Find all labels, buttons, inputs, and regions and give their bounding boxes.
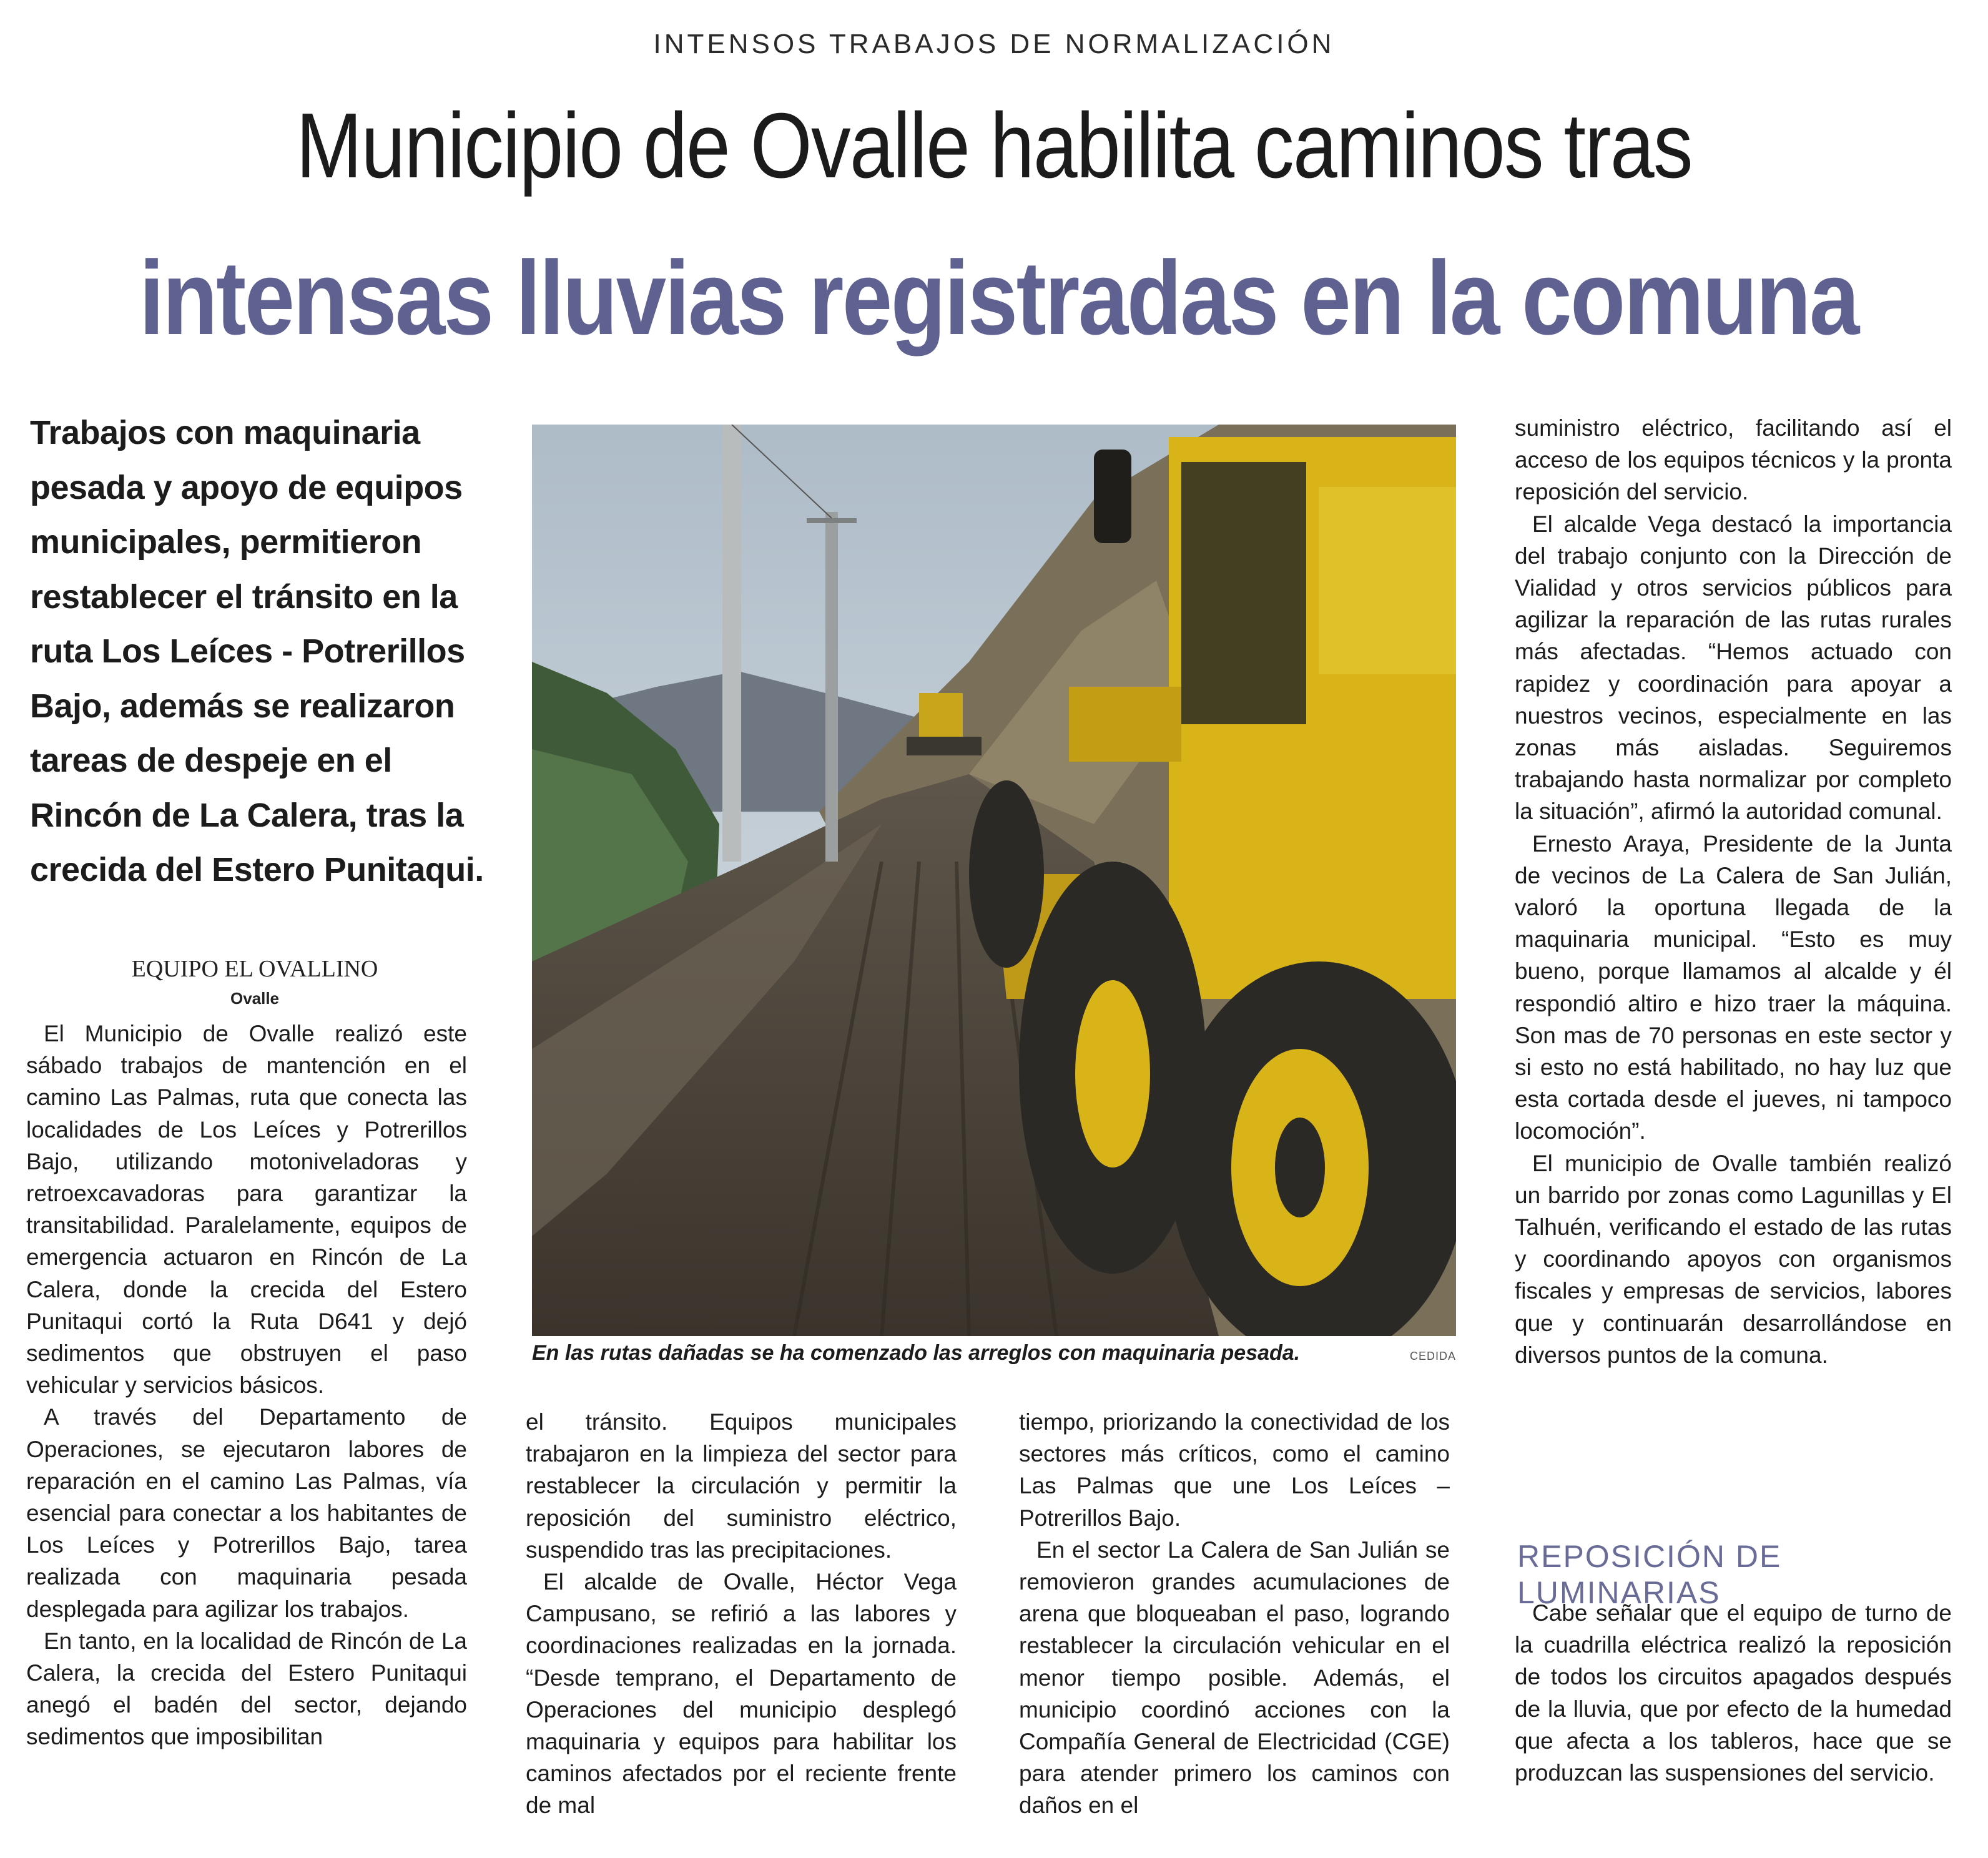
headline-line-2: intensas lluvias registradas en la comuna	[139, 239, 1858, 356]
photo-caption: En las rutas dañadas se ha comenzado las arreglos con maquinaria pesada.	[532, 1341, 1301, 1365]
grader-road-illustration	[532, 425, 1456, 1336]
body-paragraph: A través del Departamento de Operaciones, se ejecutaron labores de reparación en el camino Las Palmas, vía esencial para conectar a los habitantes de Los Leíces y Potrerillos Bajo, tarea realizada con maquinaria pesada desplegada para agilizar los trabajos.	[26, 1404, 467, 1622]
body-paragraph: suministro eléctrico, facilitando así el acceso de los equipos técnicos y la pronta reposición del servicio.	[1515, 415, 1952, 505]
kicker: INTENSOS TRABAJOS DE NORMALIZACIÓN	[653, 29, 1335, 59]
byline-place: Ovalle	[230, 989, 280, 1008]
body-column-2	[526, 1406, 957, 1822]
body-column-4b	[1515, 1597, 1952, 1789]
article-photo	[532, 425, 1456, 1336]
body-paragraph: El alcalde de Ovalle, Héctor Vega Campusano, se refirió a las labores y coordinaciones realizadas en la jornada. “Desde temprano, el Departamento de Operaciones del municipio desplegó maquinaria y equipos para habilitar los caminos afectados por el reciente frente de mal	[526, 1569, 957, 1819]
body-paragraph: En el sector La Calera de San Julián se removieron grandes acumulaciones de arena que bloqueaban el paso, logrando restablecer la circulación vehicular en el menor tiempo posible. Además, el municipio coordinó acciones con la Compañía General de Electricidad (CGE) para atender primero los caminos con daños en el	[1019, 1536, 1450, 1819]
byline-author: EQUIPO EL OVALLINO	[131, 956, 378, 982]
body-paragraph: El municipio de Ovalle también realizó un barrido por zonas como Lagunillas y El Talhuén, verificando el estado de las rutas y coordinando apoyos con organismos fiscales y empresas de servicios, labores que y continuarán desarrollándose en diversos puntos de la comuna.	[1515, 1150, 1952, 1368]
body-paragraph: En tanto, en la localidad de Rincón de La Calera, la crecida del Estero Punitaqui anegó el badén del sector, dejando sedimentos que imposibilitan	[26, 1628, 467, 1750]
photo-credit: CEDIDA	[1409, 1350, 1456, 1362]
body-paragraph: El alcalde Vega destacó la importancia del trabajo conjunto con la Dirección de Vialidad y otros servicios públicos para agilizar la reparación de las rutas rurales más afectadas. “Hemos actuado con rapidez y coordinación para apoyar a nuestros vecinos, especialmente en las zonas más aisladas. Seguiremos trabajando hasta normalizar por completo la situación”, afirmó la autoridad comunal.	[1515, 511, 1952, 825]
body-paragraph: tiempo, priorizando la conectividad de los sectores más críticos, como el camino Las Palmas que une Los Leíces – Potrerillos Bajo.	[1019, 1409, 1450, 1531]
body-paragraph: El Municipio de Ovalle realizó este sábado trabajos de mantención en el camino Las Palmas, ruta que conecta las localidades de Los Leíces y Potrerillos Bajo, utilizando motoniveladoras y retroexcavadoras para garantizar la transitabilidad. Paralelamente, equipos de emergencia actuaron en Rincón de La Calera, donde la crecida del Estero Punitaqui cortó la Ruta D641 y dejó sedimentos que obstruyen el paso vehicular y servicios básicos.	[26, 1021, 467, 1398]
body-column-4	[1515, 412, 1952, 1371]
body-column-3	[1019, 1406, 1450, 1822]
section-subhead: REPOSICIÓN DE LUMINARIAS	[1517, 1539, 1782, 1610]
body-paragraph: Cabe señalar que el equipo de turno de la cuadrilla eléctrica realizó la reposición de todos los circuitos apagados después de la lluvia, que por efecto de la humedad que afecta a los tableros, hace que se produzcan las suspensiones del servicio.	[1515, 1600, 1952, 1786]
headline-line-1: Municipio de Ovalle habilita caminos tras	[296, 94, 1692, 197]
body-paragraph: Ernesto Araya, Presidente de la Junta de vecinos de La Calera de San Julián, valoró la oportuna llegada de la maquinaria municipal. “Esto es muy bueno, porque llamamos al alcalde y él respondió altiro e hizo traer la máquina. Son mas de 70 personas en este sector y si esto no está habilitado, no hay luz que esta cortada desde el jueves, ni tampoco locomoción”.	[1515, 830, 1952, 1144]
body-column-1	[26, 1018, 467, 1753]
lead-paragraph: Trabajos con maquinaria pesada y apoyo de equipos municipales, permitieron restablecer el tránsito en la ruta Los Leíces - Potrerillos Bajo, además se realizaron tareas de despeje en el Rincón de La Calera, tras la crecida del Estero Punitaqui.	[30, 414, 484, 888]
body-paragraph: el tránsito. Equipos municipales trabajaron en la limpieza del sector para restablecer la circulación y permitir la reposición del suministro eléctrico, suspendido tras las precipitaciones.	[526, 1409, 957, 1563]
